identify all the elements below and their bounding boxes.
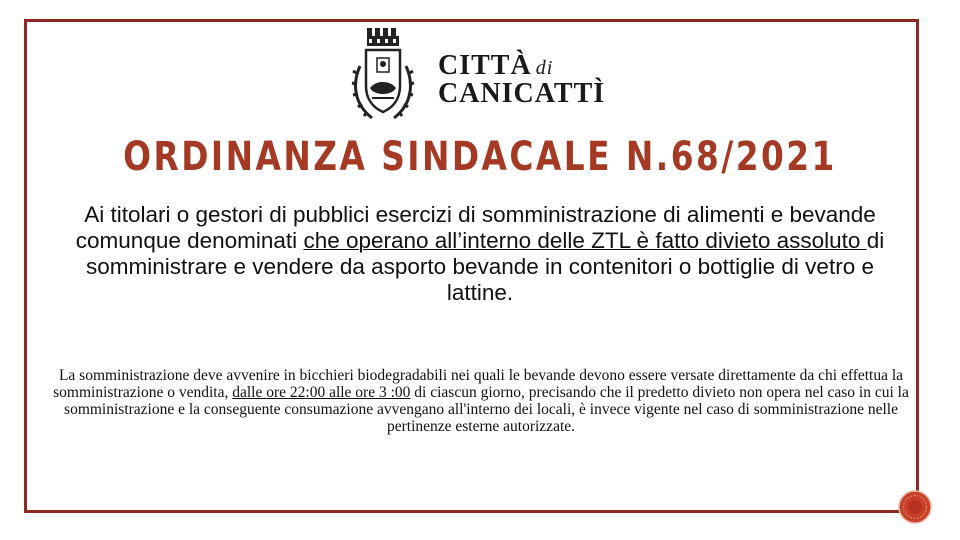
main-text-part1: Ai titolari o gestori di pubblici esercizi di somministrazione di alimenti e bevande comunque denominati bbox=[75, 202, 876, 253]
coat-of-arms-icon bbox=[350, 26, 416, 126]
main-text-underlined: che operano all’interno delle ZTL è fatto divieto assoluto bbox=[303, 228, 867, 253]
ordinance-main-text bbox=[55, 202, 905, 306]
city-name-di: di bbox=[535, 57, 554, 79]
secondary-text-part2: di ciascun giorno, precisando che il predetto divieto non opera nel caso in cui la somministrazione e la conseguente consumazione avvengano all'interno dei locali, è invece vigente nel caso di somministrazione nelle pertinenze esterne autorizzate. bbox=[64, 384, 909, 435]
city-name bbox=[438, 52, 605, 108]
main-text-part2: di somministrare e vendere da asporto bevande in contenitori o bottiglie di vetro e lattine. bbox=[86, 228, 885, 305]
secondary-text-underlined: dalle ore 22:00 alle ore 3 :00 bbox=[232, 384, 411, 401]
ordinance-title: ORDINANZA SINDACALE N.68/2021 bbox=[123, 134, 837, 180]
city-name-line1: CITTÀ bbox=[438, 50, 532, 81]
slide-nav-circle-icon[interactable] bbox=[897, 489, 933, 525]
city-header bbox=[350, 26, 620, 126]
ordinance-secondary-text bbox=[48, 367, 914, 435]
secondary-text-part1: La somministrazione deve avvenire in bicchieri biodegradabili nei quali le bevande devono essere versate direttamente da chi effettua la somministrazione o vendita, bbox=[53, 367, 904, 401]
city-name-line2: CANICATTÌ bbox=[438, 78, 606, 109]
